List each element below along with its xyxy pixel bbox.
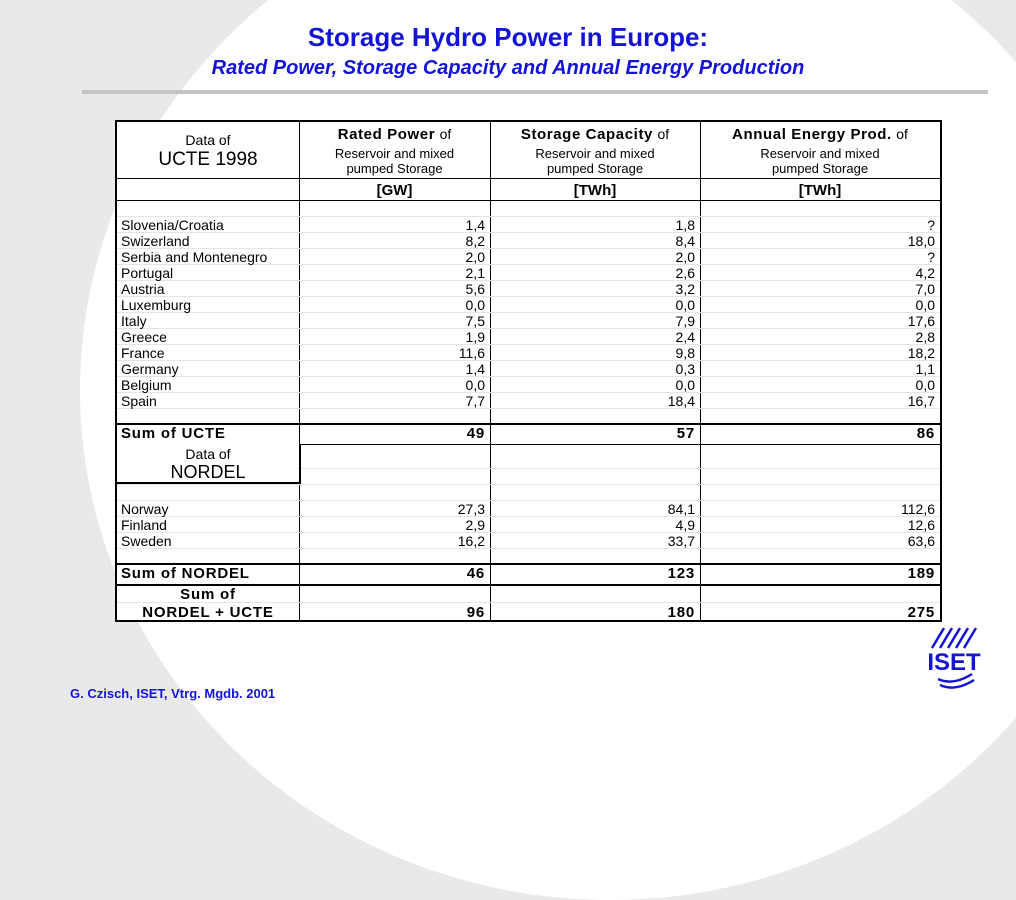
col-header-power-sub1: Reservoir and mixed xyxy=(334,146,455,161)
nordel-label-box xyxy=(117,444,301,484)
row-energy: 1,1 xyxy=(915,361,935,377)
row-power: 7,5 xyxy=(465,313,485,329)
row-energy: 12,6 xyxy=(907,517,935,533)
unit-power: [GW] xyxy=(376,182,413,199)
sum-nordel-label: Sum of NORDEL xyxy=(121,565,250,582)
col-header-power xyxy=(299,126,490,143)
row-energy: 18,2 xyxy=(907,345,935,361)
row-energy: ? xyxy=(927,249,935,265)
row-storage: 2,4 xyxy=(675,329,695,345)
sum-total-energy: 275 xyxy=(907,604,935,621)
iset-logo-icon xyxy=(918,624,988,694)
row-energy: 16,7 xyxy=(907,393,935,409)
row-energy: 7,0 xyxy=(915,281,935,297)
sum-total-label-line1: Sum of xyxy=(180,586,236,603)
row-storage: 8,4 xyxy=(675,233,695,249)
header-divider xyxy=(117,178,940,179)
row-energy: 2,8 xyxy=(915,329,935,345)
sum-nordel-storage: 123 xyxy=(667,565,695,582)
row-country: Luxemburg xyxy=(121,297,192,313)
row-storage: 7,9 xyxy=(675,313,695,329)
sum-nordel-bottom xyxy=(117,584,940,586)
col-header-energy-bold: Annual Energy Prod. xyxy=(732,126,892,143)
sum-ucte-energy: 86 xyxy=(916,425,935,442)
col-header-energy-sub1: Reservoir and mixed xyxy=(760,146,880,161)
row-power: 2,0 xyxy=(465,249,485,265)
row-storage: 2,6 xyxy=(675,265,695,281)
col-header-storage xyxy=(490,126,700,143)
row-energy: 4,2 xyxy=(915,265,935,281)
row-country: Spain xyxy=(121,393,157,409)
row-storage: 3,2 xyxy=(675,281,695,297)
row-storage: 4,9 xyxy=(675,517,695,533)
row-energy: 0,0 xyxy=(915,297,935,313)
row-country: Greece xyxy=(121,329,167,345)
col-header-power-of: of xyxy=(439,126,452,142)
row-power: 0,0 xyxy=(465,377,485,393)
page-subtitle: Rated Power, Storage Capacity and Annual Energy Production xyxy=(211,57,805,79)
col-header-power-bold: Rated Power xyxy=(337,126,436,143)
sum-nordel-power: 46 xyxy=(466,565,485,582)
row-power: 1,4 xyxy=(465,217,485,233)
row-energy: 18,0 xyxy=(907,233,935,249)
row-country: Norway xyxy=(121,501,169,517)
sum-nordel-energy: 189 xyxy=(907,565,935,582)
page-title: Storage Hydro Power in Europe: xyxy=(307,22,709,52)
unit-divider xyxy=(117,200,940,201)
row-power: 5,6 xyxy=(465,281,485,297)
row-power: 8,2 xyxy=(465,233,485,249)
row-energy: 112,6 xyxy=(901,501,935,517)
grid-line xyxy=(117,484,940,485)
sum-ucte-label: Sum of UCTE xyxy=(121,425,226,442)
col-header-storage-sub1: Reservoir and mixed xyxy=(535,146,655,161)
col-header-storage-bold: Storage Capacity xyxy=(520,126,653,143)
row-storage: 18,4 xyxy=(667,393,695,409)
corner-label-line2: UCTE 1998 xyxy=(158,149,258,170)
row-country: Finland xyxy=(121,517,167,533)
sum-total-storage: 180 xyxy=(667,604,695,621)
col-header-energy xyxy=(700,126,940,143)
col-header-storage-of: of xyxy=(657,126,670,142)
nordel-label-line1: Data of xyxy=(185,446,231,462)
corner-label-line1: Data of xyxy=(185,132,231,148)
row-storage: 1,8 xyxy=(675,217,695,233)
row-power: 11,6 xyxy=(458,345,485,361)
unit-energy: [TWh] xyxy=(798,182,842,199)
row-energy: 63,6 xyxy=(907,533,935,549)
sum-total-label-line2: NORDEL + UCTE xyxy=(142,604,274,621)
unit-storage: [TWh] xyxy=(573,182,617,199)
row-storage: 33,7 xyxy=(667,533,695,549)
row-power: 1,4 xyxy=(465,361,485,377)
row-energy: ? xyxy=(927,217,935,233)
row-power: 16,2 xyxy=(457,533,485,549)
col-header-power-sub2: pumped Storage xyxy=(346,161,443,176)
row-country: Slovenia/Croatia xyxy=(121,217,224,233)
row-storage: 2,0 xyxy=(675,249,695,265)
title-divider xyxy=(82,90,988,94)
row-country: Swizerland xyxy=(121,233,190,249)
row-country: France xyxy=(121,345,165,361)
row-storage: 84,1 xyxy=(667,501,695,517)
hydro-table xyxy=(115,120,942,622)
row-power: 2,9 xyxy=(465,517,485,533)
row-country: Serbia and Montenegro xyxy=(121,249,268,265)
row-power: 27,3 xyxy=(457,501,485,517)
row-country: Austria xyxy=(121,281,165,297)
row-power: 1,9 xyxy=(465,329,485,345)
row-storage: 0,3 xyxy=(675,361,695,377)
sum-ucte-power: 49 xyxy=(466,425,485,442)
footer-credit: G. Czisch, ISET, Vtrg. Mgdb. 2001 xyxy=(70,686,276,701)
col-header-storage-sub2: pumped Storage xyxy=(546,161,644,176)
sum-total-power: 96 xyxy=(466,604,485,621)
row-country: Sweden xyxy=(121,533,172,549)
row-country: Germany xyxy=(121,361,179,377)
col-header-energy-of: of xyxy=(896,126,908,142)
row-power: 0,0 xyxy=(465,297,485,313)
row-storage: 9,8 xyxy=(675,345,695,361)
row-country: Italy xyxy=(121,313,147,329)
sum-ucte-top xyxy=(117,423,940,425)
row-power: 7,7 xyxy=(465,393,485,409)
row-power: 2,1 xyxy=(465,265,485,281)
row-energy: 0,0 xyxy=(915,377,935,393)
logo-text: ISET xyxy=(927,649,981,676)
row-storage: 0,0 xyxy=(675,297,695,313)
row-energy: 17,6 xyxy=(907,313,935,329)
col-header-energy-sub2: pumped Storage xyxy=(771,161,869,176)
row-country: Belgium xyxy=(121,377,172,393)
row-country: Portugal xyxy=(121,265,174,281)
sum-ucte-storage: 57 xyxy=(676,425,695,442)
nordel-label-line2: NORDEL xyxy=(170,462,246,482)
row-storage: 0,0 xyxy=(675,377,695,393)
